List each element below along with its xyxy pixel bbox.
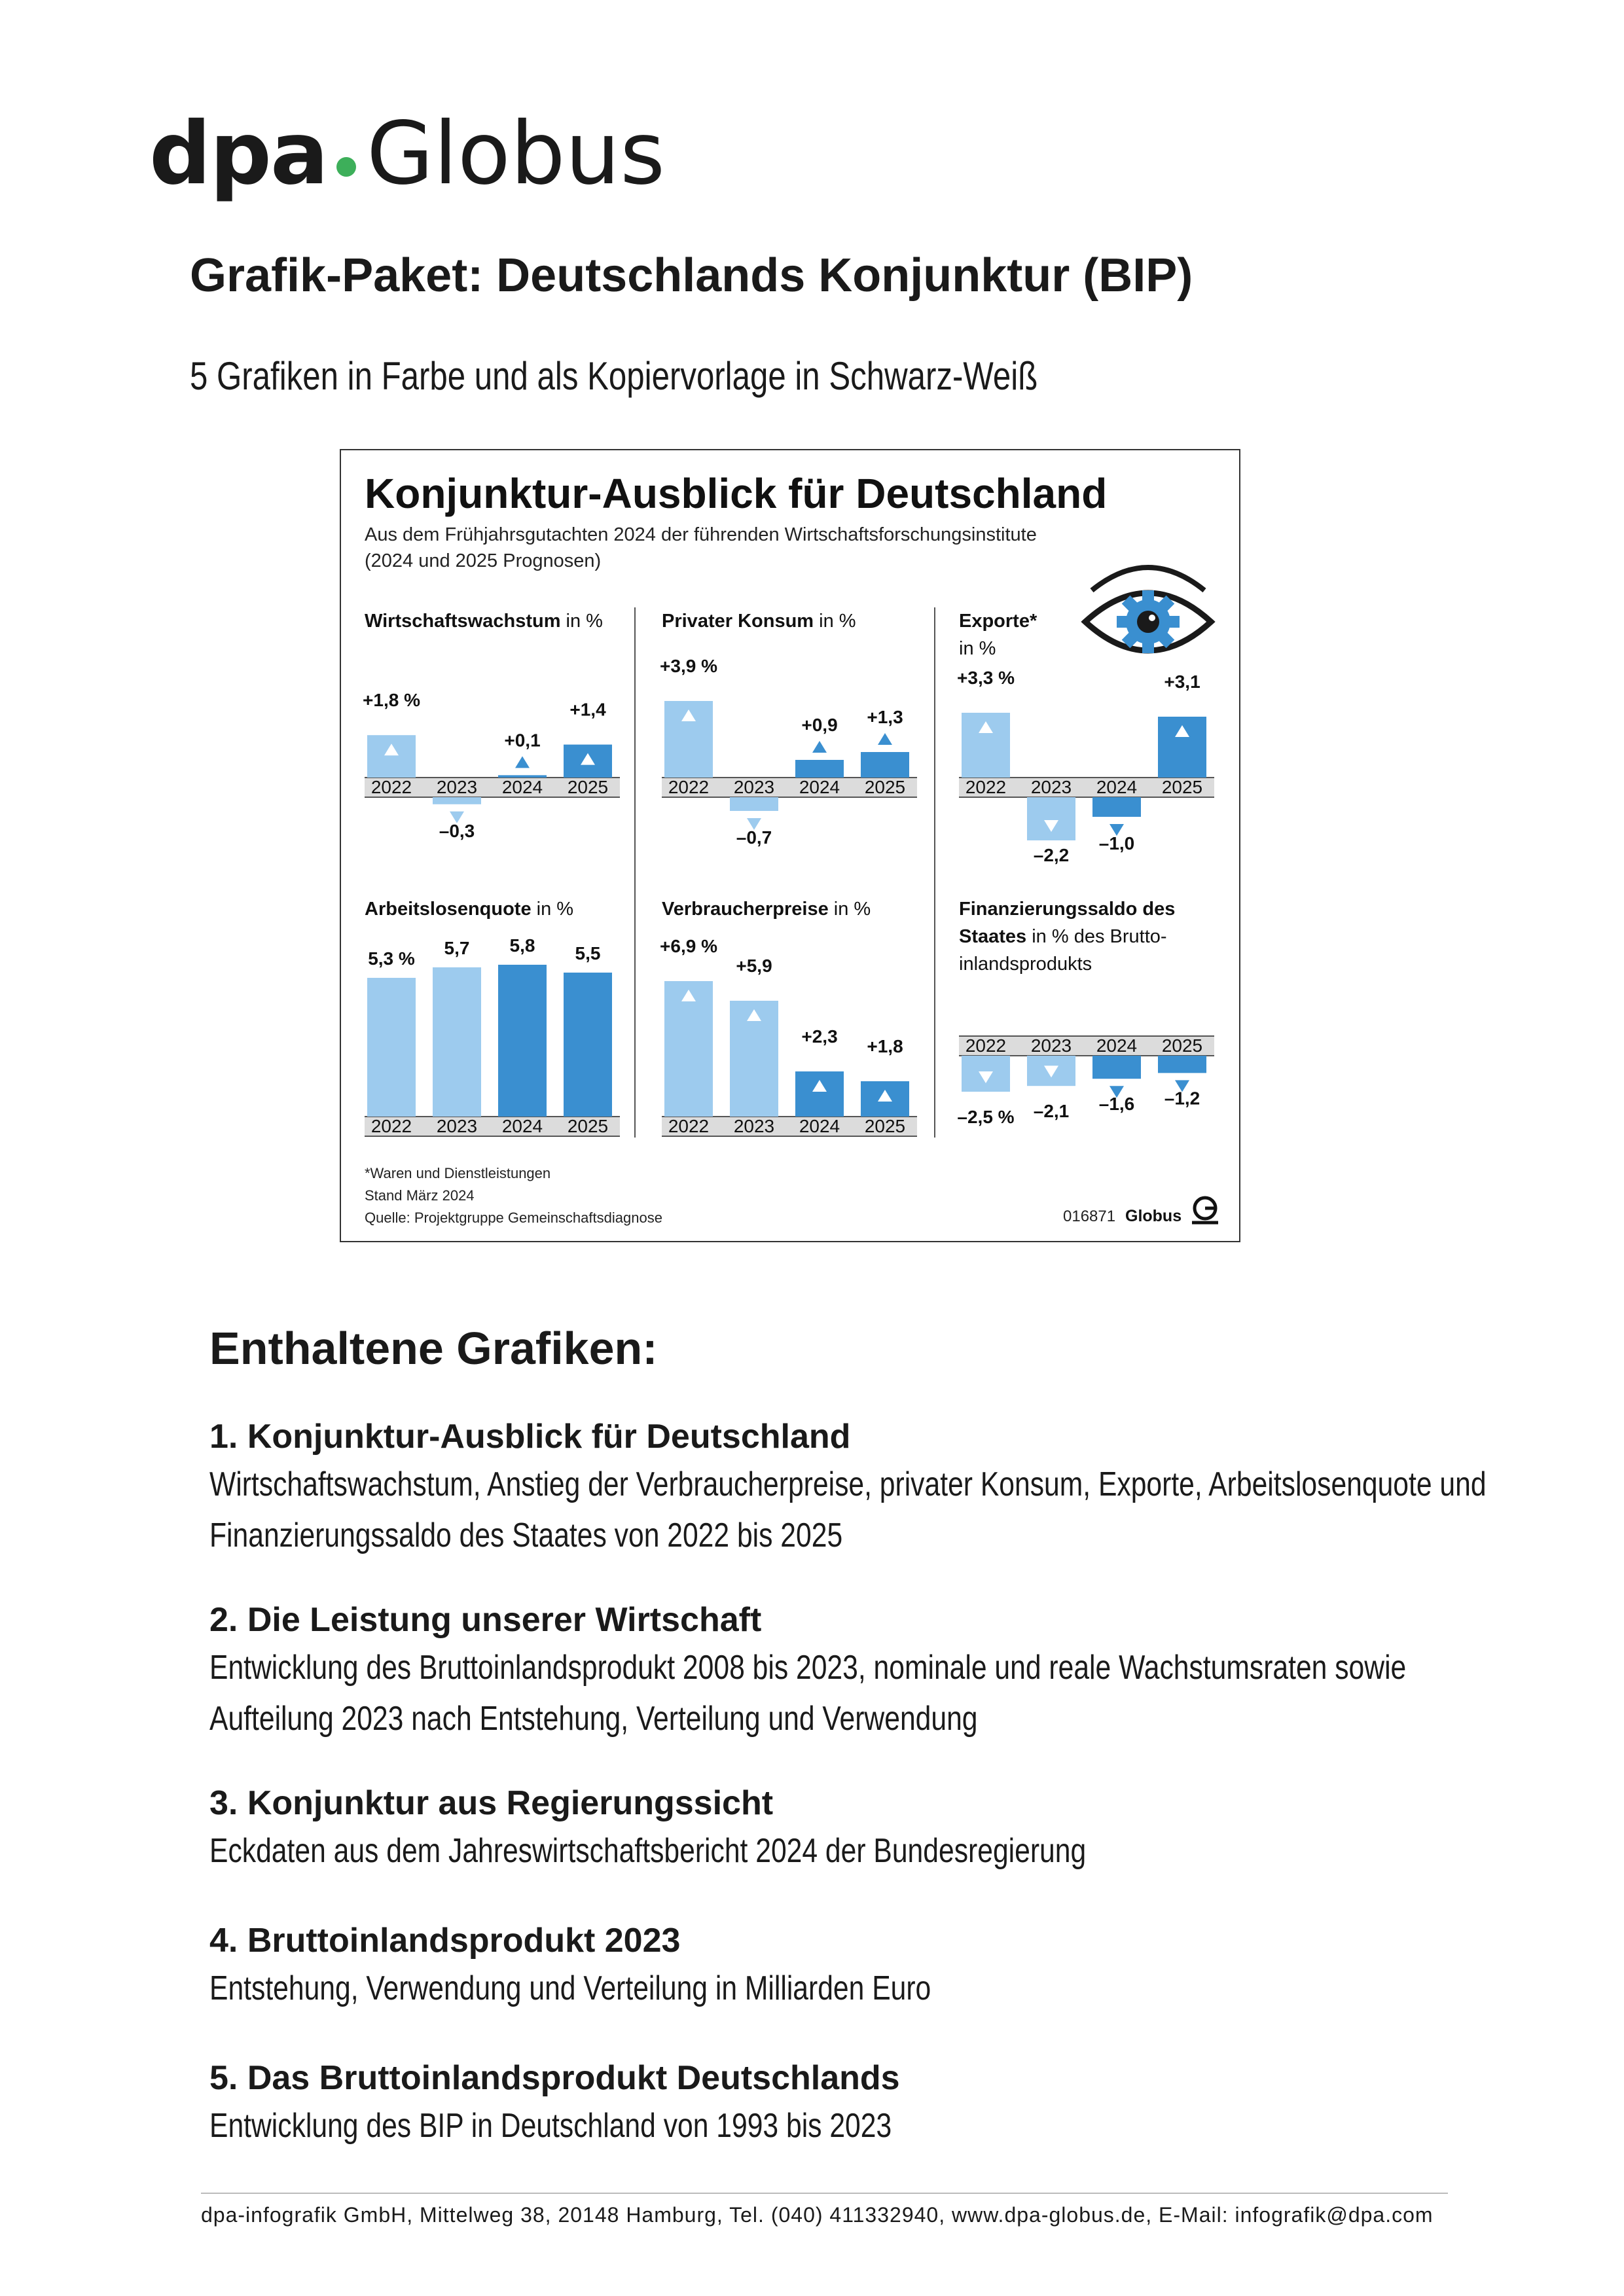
value-label: 5,5 bbox=[575, 943, 601, 963]
arrow-marker bbox=[812, 741, 827, 753]
tick-label: 2025 bbox=[567, 777, 609, 797]
value-label: 5,7 bbox=[444, 938, 470, 958]
chart-title-bold: Exporte* bbox=[959, 611, 1038, 632]
graphic-code: 016871 bbox=[1063, 1208, 1116, 1225]
bar-2022 bbox=[367, 735, 416, 778]
logo-dot bbox=[336, 157, 356, 177]
value-label: 5,8 bbox=[509, 935, 535, 956]
document-subtitle: 5 Grafiken in Farbe und als Kopiervorlage in Schwarz-Weiß bbox=[190, 354, 1038, 398]
logo-globus-text: Globus bbox=[367, 103, 666, 204]
bar-2023 bbox=[1027, 797, 1075, 840]
value-label: +1,3 bbox=[867, 707, 903, 727]
contents-item-desc: Wirtschaftswachstum, Anstieg der Verbraucherpreise, privater Konsum, Exporte, Arbeitslosenquote und bbox=[209, 1465, 1487, 1503]
chart-unit: in % bbox=[560, 611, 603, 632]
value-label: +1,8 % bbox=[363, 690, 420, 711]
bar-2025 bbox=[1158, 1056, 1206, 1073]
value-label: +3,1 bbox=[1164, 672, 1200, 692]
tick-label: 2022 bbox=[965, 777, 1007, 797]
tick-label: 2025 bbox=[1161, 1035, 1203, 1056]
chart-title bbox=[959, 926, 1167, 947]
tick-label: 2022 bbox=[668, 777, 710, 797]
tick-label: 2023 bbox=[1030, 777, 1072, 797]
chart-title bbox=[662, 611, 856, 632]
contents-item-desc: Finanzierungssaldo des Staates von 2022 bis 2025 bbox=[209, 1516, 843, 1554]
chart-title bbox=[662, 899, 871, 920]
footnote-source: Quelle: Projektgruppe Gemeinschaftsdiagnose bbox=[365, 1210, 662, 1226]
tick-label: 2022 bbox=[965, 1035, 1007, 1056]
value-label: +0,9 bbox=[801, 715, 838, 735]
contents-item-desc: Aufteilung 2023 nach Entstehung, Verteilung und Verwendung bbox=[209, 1700, 978, 1738]
value-label: +1,4 bbox=[569, 699, 606, 720]
graphic-subtitle-2: (2024 und 2025 Prognosen) bbox=[365, 550, 602, 571]
bar-2022 bbox=[664, 981, 713, 1117]
bar-2024 bbox=[1092, 1056, 1141, 1079]
tick-label: 2024 bbox=[501, 777, 543, 797]
bar-2024 bbox=[795, 760, 844, 778]
value-label: –1,6 bbox=[1098, 1094, 1135, 1115]
value-label: –1,0 bbox=[1098, 833, 1135, 853]
chart-title bbox=[959, 611, 1038, 632]
value-label: –0,7 bbox=[736, 827, 772, 848]
value-label: +6,9 % bbox=[660, 936, 717, 956]
chart-unit: in % bbox=[531, 899, 574, 920]
bar-2023 bbox=[730, 797, 778, 811]
chart-title: Finanzierungssaldo des bbox=[959, 899, 1176, 920]
contents-item-title: 4. Bruttoinlandsprodukt 2023 bbox=[209, 1922, 681, 1960]
bar-2024 bbox=[795, 1071, 844, 1117]
chart-unit: in % bbox=[828, 899, 871, 920]
tick-label: 2022 bbox=[370, 777, 412, 797]
contents-item-4 bbox=[209, 1921, 1089, 2011]
contents-item-title: 1. Konjunktur-Ausblick für Deutschland bbox=[209, 1418, 851, 1456]
footer-contact: dpa-infografik GmbH, Mittelweg 38, 20148 Hamburg, Tel. (040) 411332940, www.dpa-globus.de, E-Mail: infografik@dpa.com bbox=[201, 2203, 1434, 2227]
contents-item-2 bbox=[209, 1600, 1624, 1742]
chart-panel-5 bbox=[660, 899, 917, 1136]
chart-unit: in % bbox=[814, 611, 856, 632]
chart-title-bold: Verbraucherpreise bbox=[662, 899, 829, 920]
value-label: +3,9 % bbox=[660, 656, 717, 676]
bar-2023 bbox=[433, 797, 481, 804]
logo-dpa-text: dpa bbox=[149, 103, 328, 204]
bar-2024 bbox=[1092, 797, 1141, 817]
graphic-subtitle-1: Aus dem Frühjahrsgutachten 2024 der führenden Wirtschaftsforschungsinstitute bbox=[365, 524, 1037, 545]
graphic-brand: Globus bbox=[1125, 1207, 1182, 1225]
tick-label: 2022 bbox=[668, 1116, 710, 1136]
contents-item-5 bbox=[209, 2058, 1041, 2149]
tick-label: 2024 bbox=[1096, 777, 1138, 797]
value-label: –0,3 bbox=[439, 820, 475, 841]
contents-item-title: 3. Konjunktur aus Regierungssicht bbox=[209, 1784, 774, 1822]
contents-item-desc: Entwicklung des Bruttoinlandsprodukt 2008 bis 2023, nominale und reale Wachstumsraten sowie bbox=[209, 1649, 1407, 1687]
value-label: +1,8 bbox=[867, 1036, 903, 1056]
value-label: –2,1 bbox=[1033, 1101, 1070, 1122]
chart-panel-2 bbox=[660, 611, 917, 848]
tick-label: 2024 bbox=[799, 777, 840, 797]
value-label: +3,3 % bbox=[957, 668, 1015, 688]
chart-unit: in % des Brutto- bbox=[1026, 926, 1167, 947]
dpa-globus-logo bbox=[149, 98, 665, 209]
arrow-marker bbox=[515, 756, 530, 768]
chart-title-bold: Wirtschaftswachstum bbox=[365, 611, 561, 632]
contents-item-3 bbox=[209, 1784, 1278, 1874]
contents-item-title: 2. Die Leistung unserer Wirtschaft bbox=[209, 1601, 762, 1639]
contents-item-desc: Entwicklung des BIP in Deutschland von 1993 bis 2023 bbox=[209, 2107, 892, 2145]
chart-panel-6 bbox=[957, 899, 1214, 1127]
tick-label: 2024 bbox=[799, 1116, 840, 1136]
tick-label: 2023 bbox=[1030, 1035, 1072, 1056]
value-label: –1,2 bbox=[1164, 1088, 1200, 1109]
eye-gear-icon bbox=[1085, 567, 1211, 653]
chart-panel-1 bbox=[363, 611, 620, 841]
bar-2024 bbox=[498, 965, 547, 1117]
contents-item-title: 5. Das Bruttoinlandsprodukt Deutschlands bbox=[209, 2059, 900, 2097]
value-label: –2,5 % bbox=[957, 1107, 1015, 1127]
tick-label: 2023 bbox=[436, 777, 478, 797]
tick-label: 2025 bbox=[864, 1116, 906, 1136]
chart-title bbox=[365, 899, 573, 920]
footnote-date: Stand März 2024 bbox=[365, 1187, 475, 1204]
chart-title-bold: Staates bbox=[959, 926, 1027, 947]
tick-label: 2025 bbox=[864, 777, 906, 797]
bar-2025 bbox=[861, 752, 909, 778]
value-label: +0,1 bbox=[504, 730, 541, 751]
tick-label: 2025 bbox=[1161, 777, 1203, 797]
contents-item-desc: Eckdaten aus dem Jahreswirtschaftsbericht 2024 der Bundesregierung bbox=[209, 1832, 1087, 1870]
tick-label: 2023 bbox=[733, 1116, 775, 1136]
chart-panel-3 bbox=[957, 611, 1214, 865]
document-title: Grafik-Paket: Deutschlands Konjunktur (BIP) bbox=[190, 249, 1193, 302]
chart-unit: in % bbox=[959, 638, 996, 659]
value-label: +2,3 bbox=[801, 1026, 838, 1047]
value-label: +5,9 bbox=[736, 956, 772, 976]
value-label: 5,3 % bbox=[368, 948, 415, 969]
footer-rule bbox=[201, 2193, 1448, 2194]
bar-2022 bbox=[367, 978, 416, 1117]
tick-label: 2023 bbox=[733, 777, 775, 797]
chart-title bbox=[365, 611, 603, 632]
chart-unit: inlandsprodukts bbox=[959, 954, 1092, 975]
tick-label: 2025 bbox=[567, 1116, 609, 1136]
contents-item-desc: Entstehung, Verwendung und Verteilung in Milliarden Euro bbox=[209, 1969, 931, 2007]
contents-item-1 bbox=[209, 1417, 1624, 1558]
tick-label: 2023 bbox=[436, 1116, 478, 1136]
chart-panel-4 bbox=[365, 899, 620, 1136]
infographic-svg bbox=[341, 450, 1239, 1241]
globus-logo-icon bbox=[1192, 1198, 1218, 1223]
value-label: –2,2 bbox=[1033, 845, 1070, 865]
tick-label: 2024 bbox=[501, 1116, 543, 1136]
bar-2023 bbox=[433, 967, 481, 1117]
infographic-preview bbox=[340, 449, 1240, 1242]
footnote-goods: *Waren und Dienstleistungen bbox=[365, 1165, 551, 1181]
tick-label: 2024 bbox=[1096, 1035, 1138, 1056]
arrow-marker bbox=[878, 733, 892, 745]
bar-2025 bbox=[564, 973, 612, 1117]
graphic-title: Konjunktur-Ausblick für Deutschland bbox=[365, 470, 1108, 517]
contents-heading: Enthaltene Grafiken: bbox=[209, 1323, 658, 1374]
chart-title-bold: Arbeitslosenquote bbox=[365, 899, 532, 920]
tick-label: 2022 bbox=[370, 1116, 412, 1136]
chart-title-bold: Privater Konsum bbox=[662, 611, 814, 632]
